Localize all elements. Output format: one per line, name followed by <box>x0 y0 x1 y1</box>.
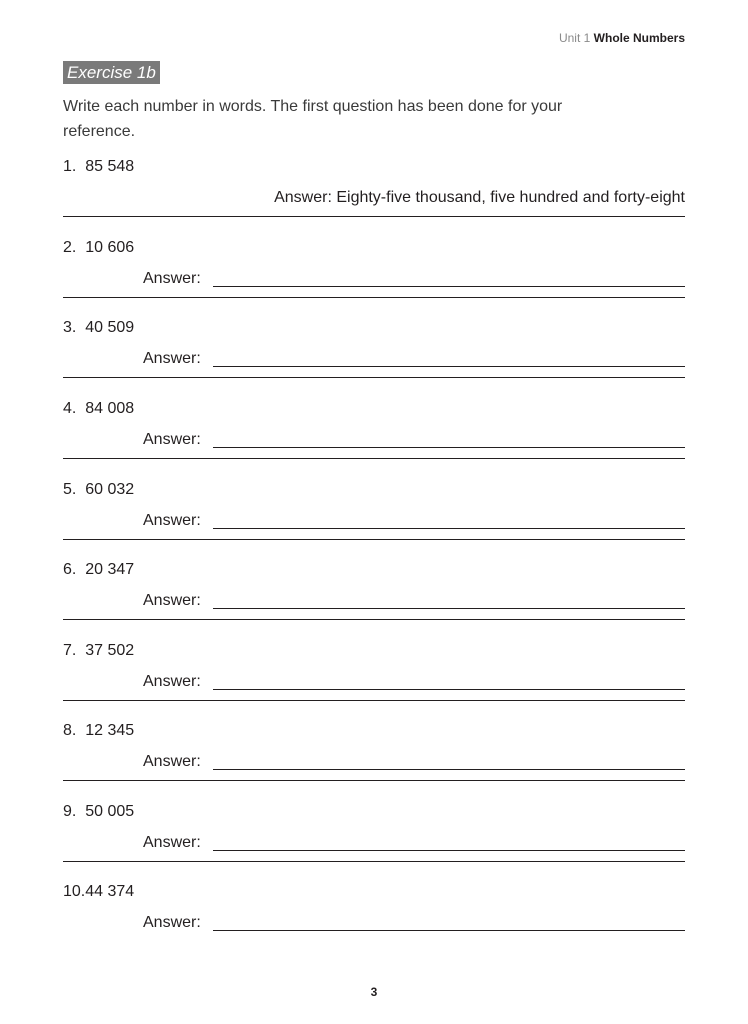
question-value: 84 008 <box>85 400 135 417</box>
answer-line[interactable] <box>213 528 685 529</box>
answer-line[interactable] <box>213 286 685 287</box>
sample-answer: Answer: Eighty-five thousand, five hundred and forty-eight <box>274 189 685 206</box>
question-number: 9. <box>63 803 77 820</box>
question-number: 1. <box>63 158 77 175</box>
exercise-title: Exercise 1b <box>63 61 160 84</box>
question-value: 85 548 <box>85 158 135 175</box>
answer-row <box>143 671 685 693</box>
question-number: 6. <box>63 561 77 578</box>
question-divider <box>63 619 685 620</box>
question-divider <box>63 377 685 378</box>
answer-label: Answer: <box>143 431 201 448</box>
answer-row <box>143 912 685 934</box>
unit-label: Unit 1 <box>558 31 591 45</box>
answer-row <box>143 510 685 532</box>
answer-row <box>143 187 685 209</box>
answer-line[interactable] <box>213 447 685 448</box>
answer-line[interactable] <box>213 689 685 690</box>
question-value: 60 032 <box>85 481 135 498</box>
question-number: 4. <box>63 400 77 417</box>
question-number-value <box>63 560 134 580</box>
question-number: 3. <box>63 319 77 336</box>
answer-row <box>143 268 685 290</box>
question-number: 2. <box>63 239 77 256</box>
question-number: 10. <box>63 883 86 900</box>
answer-line[interactable] <box>213 850 685 851</box>
question-5 <box>63 480 685 560</box>
question-number-value <box>63 802 134 822</box>
answer-line[interactable] <box>213 366 685 367</box>
answer-row <box>143 751 685 773</box>
answer-line[interactable] <box>213 769 685 770</box>
question-value: 10 606 <box>85 239 135 256</box>
answer-row <box>143 348 685 370</box>
question-value: 44 374 <box>85 883 135 900</box>
question-divider <box>63 216 685 217</box>
question-1 <box>63 157 685 237</box>
question-divider <box>63 297 685 298</box>
question-number: 5. <box>63 481 77 498</box>
question-2 <box>63 238 685 318</box>
answer-row <box>143 429 685 451</box>
answer-row <box>143 590 685 612</box>
answer-label: Answer: <box>143 914 201 931</box>
answer-line[interactable] <box>213 930 685 931</box>
question-value: 50 005 <box>85 803 135 820</box>
question-3 <box>63 318 685 398</box>
question-number-value <box>63 318 134 338</box>
question-divider <box>63 780 685 781</box>
question-number-value <box>63 882 134 902</box>
question-divider <box>63 458 685 459</box>
question-6 <box>63 560 685 640</box>
question-7 <box>63 641 685 721</box>
running-header <box>559 31 685 45</box>
question-divider <box>63 539 685 540</box>
answer-label: Answer: <box>143 270 201 287</box>
answer-label: Answer: <box>143 350 201 367</box>
answer-label: Answer: <box>143 753 201 770</box>
question-divider <box>63 700 685 701</box>
question-value: 40 509 <box>85 319 135 336</box>
answer-row <box>143 832 685 854</box>
question-number-value <box>63 399 134 419</box>
question-value: 12 345 <box>85 722 135 739</box>
question-9 <box>63 802 685 882</box>
question-10 <box>63 882 685 962</box>
answer-label: Answer: <box>143 512 201 529</box>
question-number-value <box>63 721 134 741</box>
unit-title: Whole Numbers <box>593 31 685 45</box>
answer-line[interactable] <box>213 608 685 609</box>
answer-label: Answer: <box>143 592 201 609</box>
question-number: 7. <box>63 642 77 659</box>
question-value: 20 347 <box>85 561 135 578</box>
answer-label: Answer: <box>143 673 201 690</box>
question-number-value <box>63 641 134 661</box>
question-number-value <box>63 157 134 177</box>
question-number: 8. <box>63 722 77 739</box>
question-number-value <box>63 480 134 500</box>
question-8 <box>63 721 685 801</box>
question-4 <box>63 399 685 479</box>
page-number: 3 <box>370 985 378 999</box>
question-divider <box>63 861 685 862</box>
exercise-instructions: Write each number in words. The first question has been done for your reference. <box>63 98 563 140</box>
question-number-value <box>63 238 134 258</box>
answer-label: Answer: <box>143 834 201 851</box>
question-value: 37 502 <box>85 642 135 659</box>
